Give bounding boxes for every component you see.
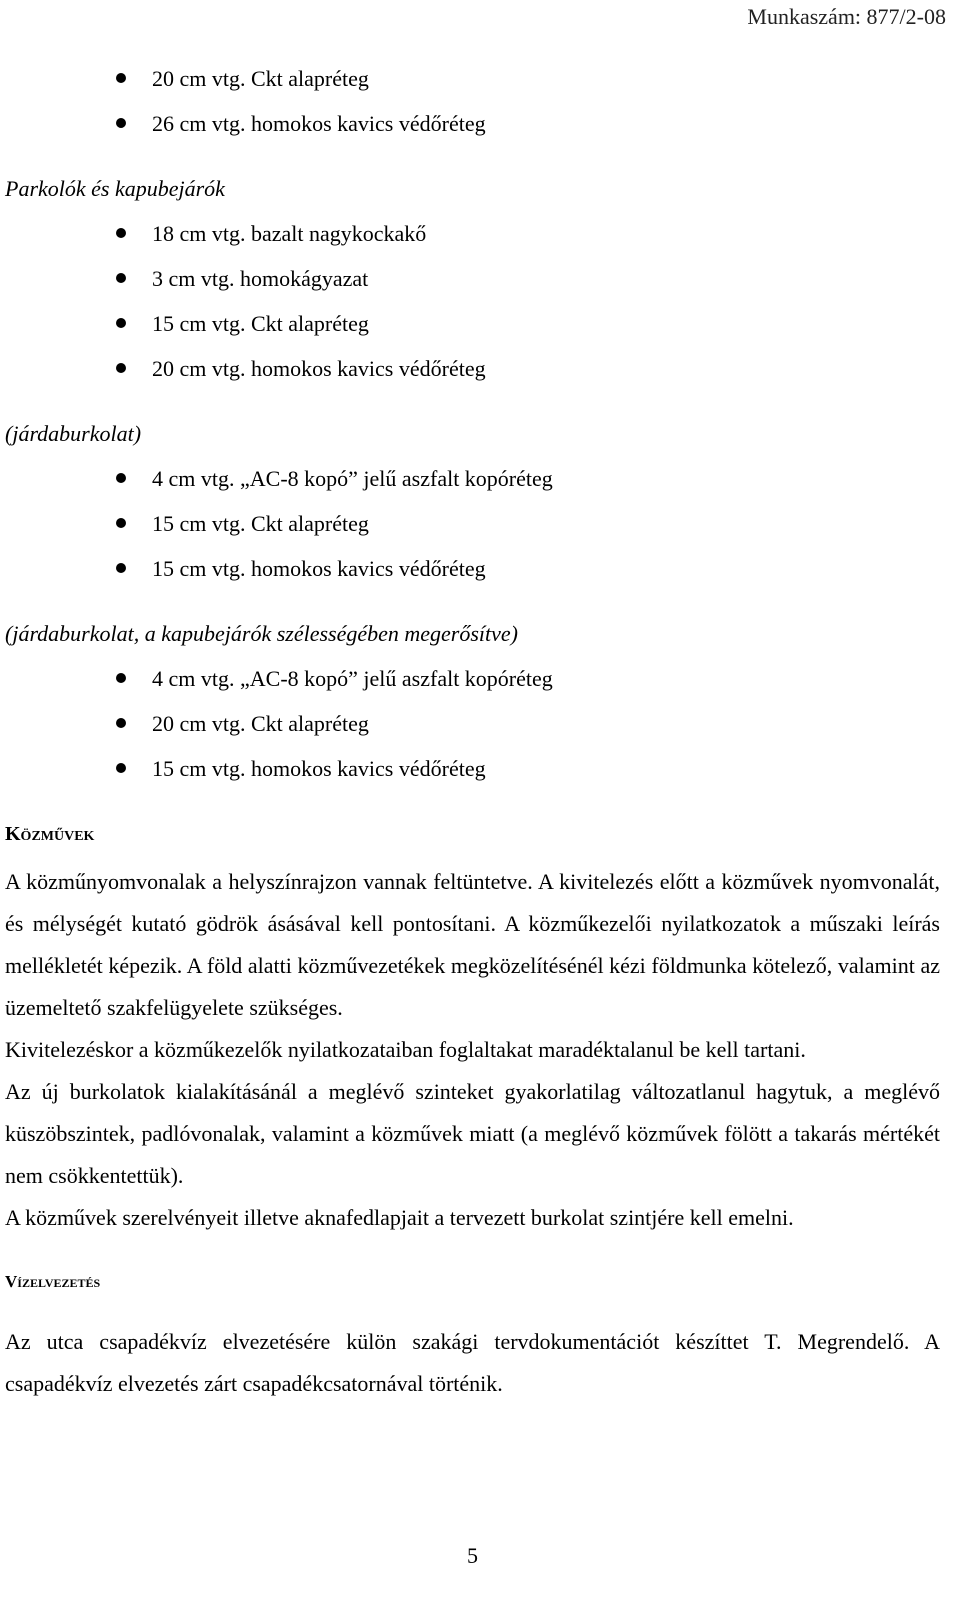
- list-item: 20 cm vtg. Ckt alapréteg: [5, 701, 940, 746]
- list-item: 15 cm vtg. homokos kavics védőréteg: [5, 546, 940, 591]
- layer-list-2: [5, 456, 940, 591]
- layer-list-0: [5, 56, 940, 146]
- section-heading-vizelvezetes: Vízelvezetés: [5, 1272, 101, 1291]
- list-item: 15 cm vtg. Ckt alapréteg: [5, 301, 940, 346]
- list-item: 4 cm vtg. „AC-8 kopó” jelű aszfalt kopóréteg: [5, 456, 940, 501]
- section-title-parkolok: Parkolók és kapubejárók: [5, 176, 225, 201]
- paragraph: A közműnyomvonalak a helyszínrajzon vannak feltüntetve. A kivitelezés előtt a közművek nyomvonalát, és mélységét kutató gödrök ásásával kell pontosítani. A közműkezelői nyilatkozatok a műszaki leírás mellékletét képezik. A föld alatti közművezetékek megközelítésénél kézi földmunka kötelező, valamint az üzemeltető szakfelügyelete szükséges.: [5, 869, 940, 1020]
- list-item: 18 cm vtg. bazalt nagykockakő: [5, 211, 940, 256]
- job-number: Munkaszám: 877/2-08: [747, 4, 946, 29]
- content: [5, 56, 940, 1405]
- paragraph: Kivitelezéskor a közműkezelők nyilatkozataiban foglaltakat maradéktalanul be kell tartani.: [5, 1037, 806, 1062]
- list-item: 15 cm vtg. Ckt alapréteg: [5, 501, 940, 546]
- section-title-jardaburkolat: (járdaburkolat): [5, 421, 142, 446]
- list-item: 20 cm vtg. homokos kavics védőréteg: [5, 346, 940, 391]
- list-item: 15 cm vtg. homokos kavics védőréteg: [5, 746, 940, 791]
- list-item: 4 cm vtg. „AC-8 kopó” jelű aszfalt kopóréteg: [5, 656, 940, 701]
- paragraph: Az új burkolatok kialakításánál a meglévő szinteket gyakorlatilag változatlanul hagytuk, a meglévő küszöbszintek, padlóvonalak, valamint a közművek miatt (a meglévő közművek fölött a takarás mértékét nem csökkentettük).: [5, 1079, 940, 1188]
- paragraph: Az utca csapadékvíz elvezetésére külön szakági tervdokumentációt készíttet T. Megrendelő. A csapadékvíz elvezetés zárt csapadékcsatornával történik.: [5, 1329, 940, 1396]
- page-number: 5: [467, 1543, 478, 1568]
- paragraph: A közművek szerelvényeit illetve aknafedlapjait a tervezett burkolat szintjére kell emelni.: [5, 1205, 794, 1230]
- layer-list-1: [5, 211, 940, 391]
- section-title-jardaburkolat-megerositve: (járdaburkolat, a kapubejárók szélességében megerősítve): [5, 621, 519, 646]
- layer-list-3: [5, 656, 940, 791]
- section-heading-kozmuvek: Közművek: [5, 823, 95, 845]
- list-item: 3 cm vtg. homokágyazat: [5, 256, 940, 301]
- list-item: 20 cm vtg. Ckt alapréteg: [5, 56, 940, 101]
- list-item: 26 cm vtg. homokos kavics védőréteg: [5, 101, 940, 146]
